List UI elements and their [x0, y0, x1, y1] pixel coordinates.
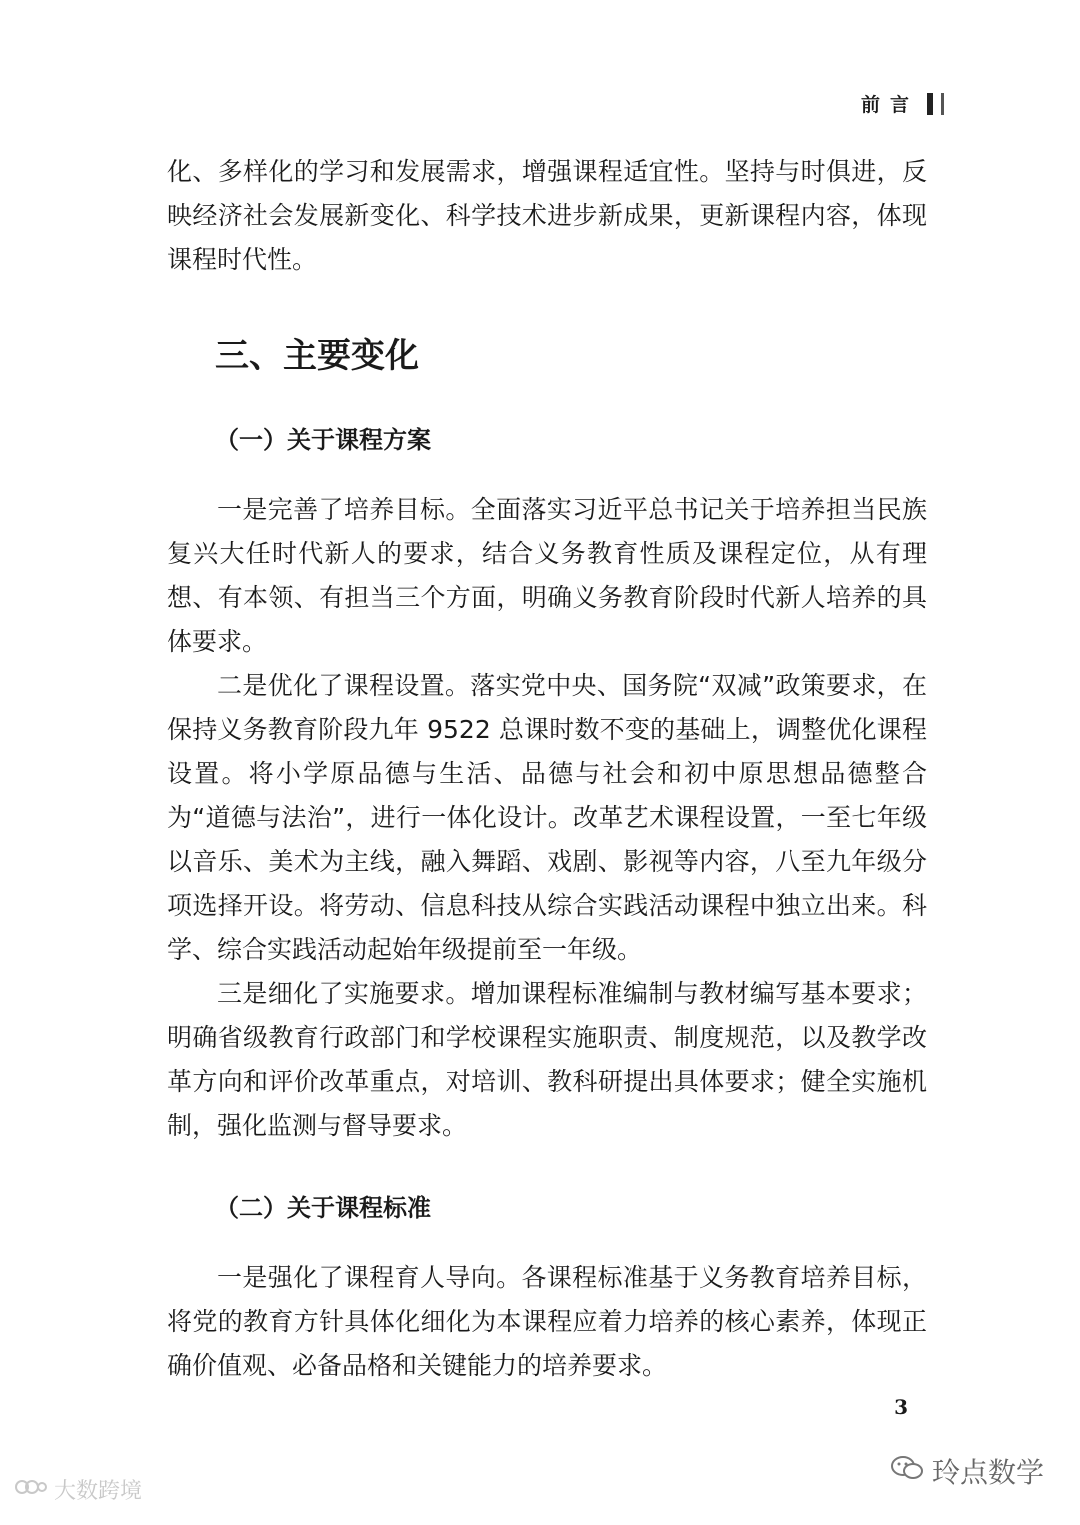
watermark-right-text: 玲点数学: [931, 1456, 1044, 1489]
header-bar-decoration: [927, 93, 933, 115]
wechat-icon: [890, 1454, 924, 1489]
running-header: [861, 90, 944, 117]
page-content: [167, 150, 927, 1388]
paragraph-implementation: 三是细化了实施要求。增加课程标准编制与教材编写基本要求；明确省级教育行政部门和学校课程实施职责、制度规范，以及教学改革方向和评价改革重点，对培训、教科研提出具体要求；健全实施机制，强化监测与督导要求。: [167, 979, 927, 1140]
section-title: 三、主要变化: [215, 336, 419, 376]
running-header-title: 前言: [860, 94, 919, 116]
paragraph-training-goals: 一是完善了培养目标。全面落实习近平总书记关于培养担当民族复兴大任时代新人的要求，结合义务教育性质及课程定位，从有理想、有本领、有担当三个方面，明确义务教育阶段时代新人培养的具体要求。: [167, 495, 927, 656]
subsection-title-course-plan: （一）关于课程方案: [215, 426, 431, 454]
page-number: 3: [894, 1395, 908, 1419]
paragraph-education-orientation: 一是强化了课程育人导向。各课程标准基于义务教育培养目标，将党的教育方针具体化细化为本课程应着力培养的核心素养，体现正确价值观、必备品格和关键能力的培养要求。: [167, 1263, 927, 1380]
watermark-right: [890, 1451, 1044, 1491]
header-bar-decoration-thin: [941, 93, 944, 115]
intro-paragraph: 化、多样化的学习和发展需求，增强课程适宜性。坚持与时俱进，反映经济社会发展新变化、科学技术进步新成果，更新课程内容，体现课程时代性。: [167, 157, 927, 274]
watermark-left: [14, 1474, 142, 1505]
brand-logo-icon: [14, 1476, 48, 1504]
subsection-title-course-standard: （二）关于课程标准: [215, 1194, 431, 1222]
watermark-left-text: 大数跨境: [54, 1479, 143, 1504]
paragraph-course-setup: 二是优化了课程设置。落实党中央、国务院“双减”政策要求，在保持义务教育阶段九年 9522 总课时数不变的基础上，调整优化课程设置。将小学原品德与生活、品德与社会和初中原思想品德整合为“道德与法治”，进行一体化设计。改革艺术课程设置，一至七年级以音乐、美术为主线，融入舞蹈、戏剧、影视等内容，八至九年级分项选择开设。将劳动、信息科技从综合实践活动课程中独立出来。科学、综合实践活动起始年级提前至一年级。: [167, 671, 927, 964]
